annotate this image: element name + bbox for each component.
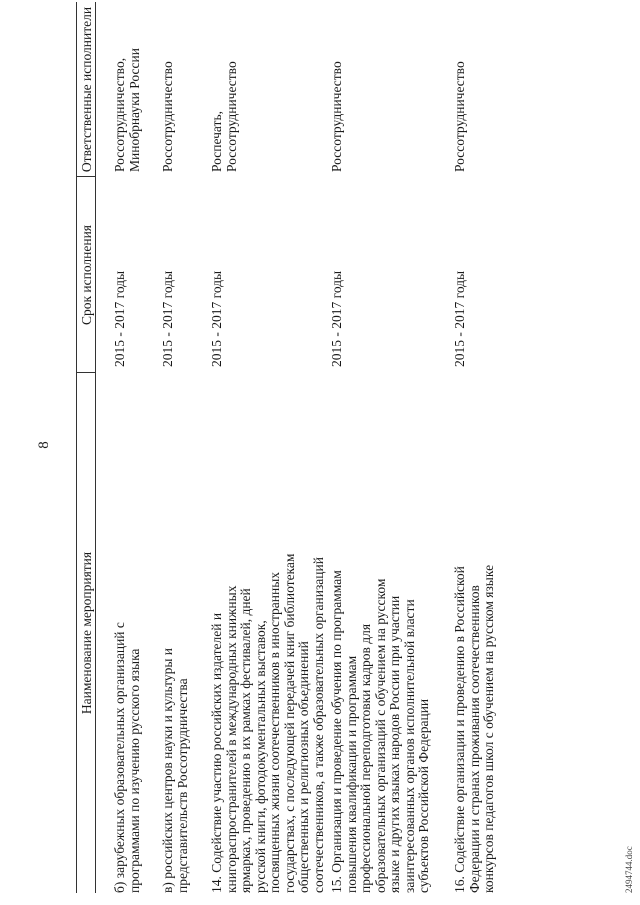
header-exec: Ответственные исполнители (79, 6, 94, 173)
row-term (113, 227, 128, 367)
row-term (161, 227, 176, 367)
row-name-line: посвященных жизни соотечественников в иностранных (267, 571, 282, 893)
row-term-line: 2015 - 2017 годы (452, 270, 467, 367)
row-name-line: 16. Содействие организации и проведению в Российской (452, 566, 467, 893)
row-term-line: 2015 - 2017 годы (160, 270, 175, 367)
row-term-line: 2015 - 2017 годы (209, 270, 224, 367)
row-name-line: представительств Россотрудничества (174, 678, 190, 893)
row-name-line: б) зарубежных образовательных организаций с (112, 622, 127, 893)
table-top-rule (76, 2, 77, 893)
row-exec-line: Россотрудничество, (112, 57, 127, 172)
row-name (161, 493, 190, 893)
row-term (453, 227, 468, 367)
row-exec (161, 2, 176, 172)
row-name-line: ярмарках, проведению в их рамках фестивалей, дней (238, 588, 253, 893)
row-name-line: программами по изучению русского языка (126, 648, 142, 893)
row-name-line: русской книги, фотодокументальных выставок, (252, 620, 268, 893)
row-name-line: профессиональной переподготовки кадров для (358, 623, 373, 893)
row-exec (210, 2, 239, 172)
table-header-rule (95, 2, 96, 893)
row-exec-line: Роспечать, (209, 111, 224, 172)
row-name-line: государствах, с последующей передачей книг библиотекам (281, 553, 297, 893)
row-name-line: повышения квалификации и программам (343, 655, 359, 893)
row-exec-line: Минобрнауки России (126, 48, 142, 172)
row-exec (330, 2, 345, 172)
row-exec (453, 2, 468, 172)
row-name (210, 493, 326, 893)
row-name-line: общественных и религиозных объединений (296, 641, 311, 893)
row-name-line: книгораспространителей в международных книжных (223, 585, 239, 893)
header-term: Срок исполнения (79, 224, 94, 326)
page-number: 8 (36, 441, 52, 449)
file-name: 2494744.doc (624, 846, 634, 893)
row-name-line: 14. Содействие участию российских издателей и (209, 612, 224, 893)
row-exec-line: Россотрудничество (160, 61, 175, 172)
row-name-line: языке и других языках народов России при участии (387, 595, 402, 893)
row-name-line: 15. Организация и проведение обучения по программам (329, 570, 344, 893)
row-term-line: 2015 - 2017 годы (329, 270, 344, 367)
row-exec-line: Россотрудничество (452, 61, 467, 172)
row-name-line: в) российских центров науки и культуры и (160, 647, 175, 893)
row-name (330, 493, 432, 893)
row-exec-line: Россотрудничество (329, 61, 344, 172)
row-name-line: соотечественников, а также образовательных организаций (310, 557, 326, 893)
row-name-line: образовательных организаций с обучением на русском (372, 578, 388, 893)
row-name (453, 493, 497, 893)
row-name-line: заинтересованных органов исполнительной власти (401, 599, 417, 893)
row-exec-line: Россотрудничество (223, 61, 239, 172)
row-exec (113, 2, 142, 172)
row-term-line: 2015 - 2017 годы (112, 270, 127, 367)
row-name (113, 493, 142, 893)
row-name-line: Федерации и странах проживания соотечественников (466, 585, 482, 893)
row-term (330, 227, 345, 367)
header-name: Наименование мероприятия (79, 551, 94, 715)
row-name-line: субъектов Российской Федерации (416, 698, 431, 893)
row-term (210, 227, 225, 367)
row-name-line: конкурсов педагогов школ с обучением на русском языке (481, 564, 496, 893)
